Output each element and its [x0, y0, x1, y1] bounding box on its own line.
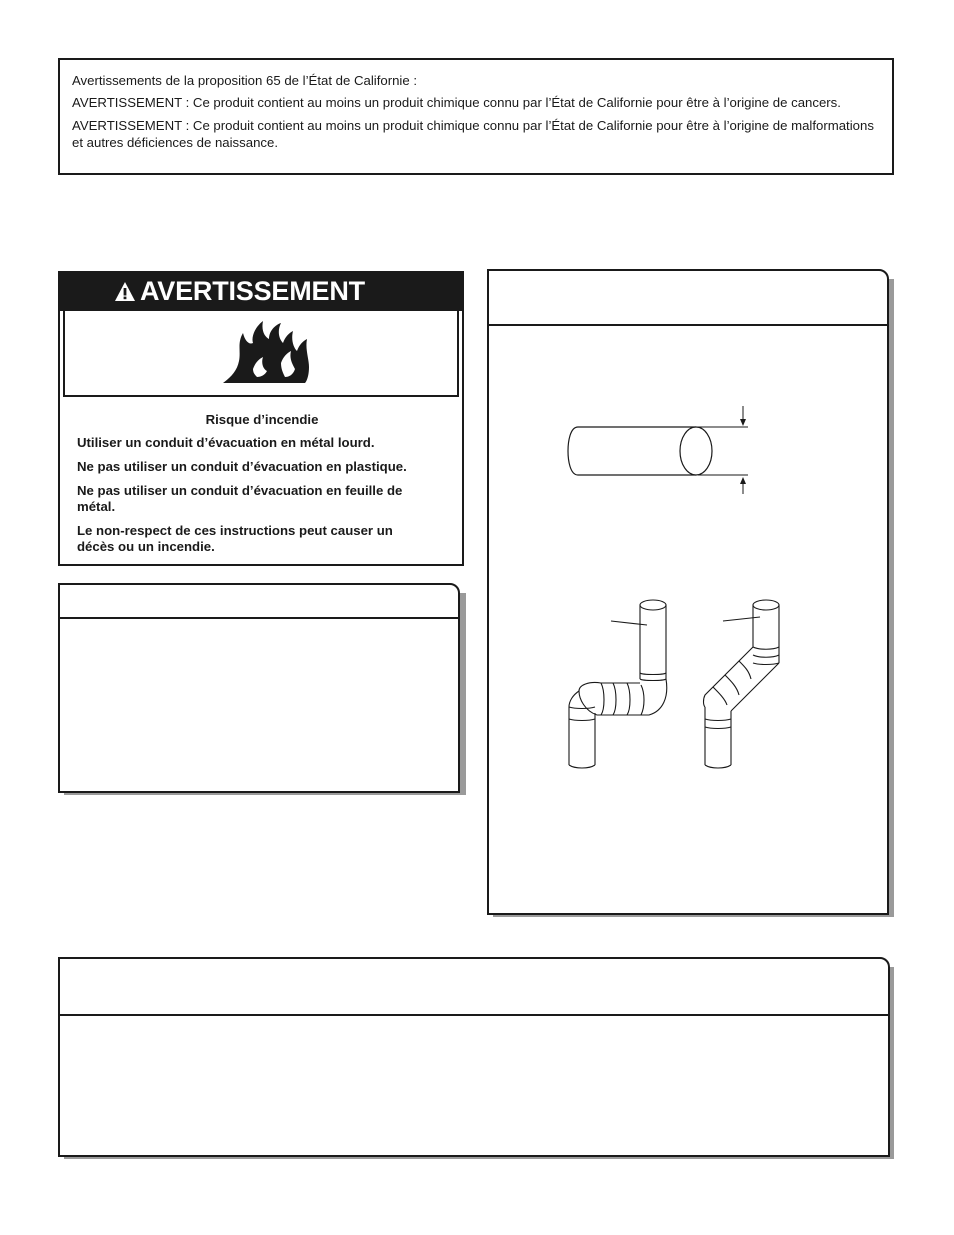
duct-diameter-diagram — [560, 398, 760, 498]
left-info-panel — [58, 583, 466, 797]
prop65-notice — [58, 58, 894, 175]
prop65-heading: Avertissements de la proposition 65 de l’État de Californie : — [72, 73, 418, 88]
flame-icon — [223, 319, 311, 385]
right-panel-frame — [487, 269, 889, 915]
duct-diagram-panel — [487, 269, 894, 919]
fire-warning-box — [58, 271, 464, 566]
warning-text — [77, 412, 447, 563]
warning-line-no-plastic: Ne pas utiliser un conduit d’évacuation en plastique. — [77, 459, 407, 474]
warning-risk-title: Risque d’incendie — [205, 412, 319, 427]
left-panel-header-divider — [58, 617, 460, 619]
elbow-duct-right — [704, 600, 780, 768]
left-panel-frame — [58, 583, 460, 793]
warning-line-heavy-metal: Utiliser un conduit d’évacuation en métal lourd. — [77, 435, 375, 450]
warning-line-no-foil: Ne pas utiliser un conduit d’évacuation en feuille de métal. — [77, 483, 403, 514]
warning-header — [60, 273, 462, 311]
elbow-duct-left — [569, 600, 667, 768]
warning-line-consequence: Le non-respect de ces instructions peut causer un décès ou un incendie. — [77, 523, 393, 554]
prop65-cancer-warning: AVERTISSEMENT : Ce produit contient au moins un produit chimique connu par l’État de Californie pour être à l’origine de cancers. — [72, 95, 841, 110]
bottom-panel-frame — [58, 957, 890, 1157]
elbow-duct-diagrams — [555, 595, 815, 775]
bottom-panel-header-divider — [58, 1014, 890, 1016]
bottom-info-panel — [58, 957, 894, 1161]
prop65-birth-defect-warning: AVERTISSEMENT : Ce produit contient au moins un produit chimique connu par l’État de Californie pour être à l’origine de malformations et autres déficiences de naissance. — [72, 118, 874, 150]
warning-title: AVERTISSEMENT — [140, 276, 365, 306]
right-panel-header-divider — [487, 324, 889, 326]
warning-triangle-icon — [114, 281, 136, 302]
warning-image-panel — [63, 311, 459, 397]
